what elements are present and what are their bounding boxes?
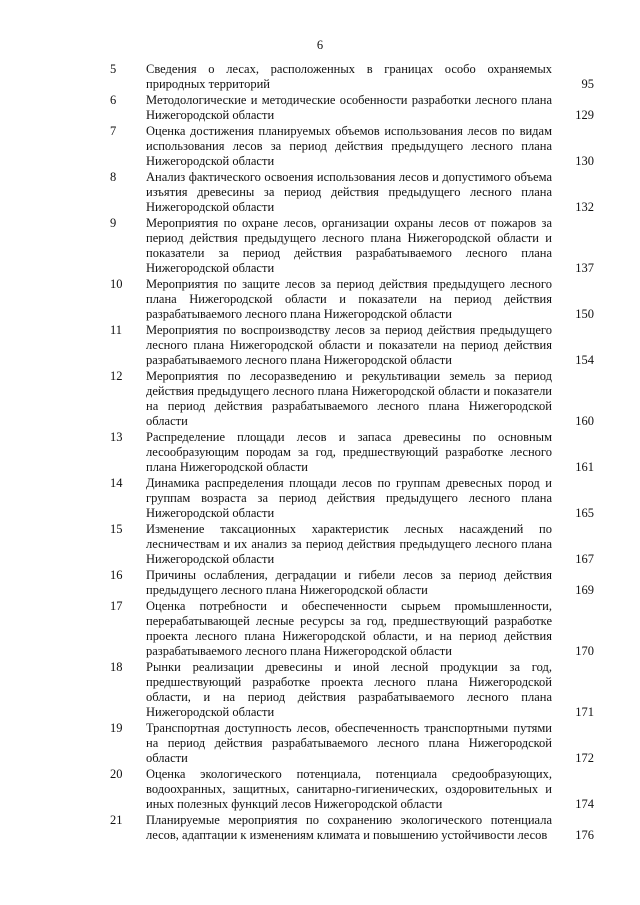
toc-entry [0, 62, 640, 92]
toc-entry-title: Оценка потребности и обеспеченности сырьем промышленности, перерабатывающей лесные ресурсы за год, предшествующий разработке проекта лесного плана Нижегородской области, и на период действия разрабатываемого лесного плана Нижегородской области [146, 599, 552, 658]
toc-entry-page: 172 [575, 751, 594, 765]
toc-entry-page: 154 [575, 353, 594, 367]
toc-entry [0, 476, 640, 521]
toc-entry [0, 277, 640, 322]
toc-entry-title: Изменение таксационных характеристик лесных насаждений по лесничествам и их анализ за период действия предыдущего лесного плана Нижегородской области [146, 522, 552, 566]
toc-entry-page: 132 [575, 200, 594, 214]
toc-entry-title: Причины ослабления, деградации и гибели лесов за период действия предыдущего лесного плана Нижегородской области [146, 568, 552, 597]
toc-entry-title: Оценка экологического потенциала, потенциала средообразующих, водоохранных, защитных, санитарно-гигиенических, оздоровительных и иных полезных функций лесов Нижегородской области [146, 767, 552, 811]
toc-entry-page: 95 [581, 77, 594, 91]
toc-entry-page: 167 [575, 552, 594, 566]
toc-entry-number: 15 [110, 522, 123, 536]
toc-entry-page: 137 [575, 261, 594, 275]
toc-entry-page: 161 [575, 460, 594, 474]
toc-entry-title: Рынки реализации древесины и иной лесной продукции за год, предшествующий разработке проекта лесного плана Нижегородской области, и на период действия разрабатываемого лесного плана Нижегородской области [146, 660, 552, 719]
toc-entry-title: Сведения о лесах, расположенных в границах особо охраняемых природных территорий [146, 62, 552, 91]
toc-entry [0, 568, 640, 598]
toc-entry-title: Планируемые мероприятия по сохранению экологического потенциала лесов, адаптации к изменениям климата и повышению устойчивости лесов [146, 813, 552, 842]
toc-entry-number: 17 [110, 599, 123, 613]
toc-entry [0, 599, 640, 659]
toc-entry [0, 767, 640, 812]
toc-entry [0, 369, 640, 429]
toc-entry-number: 19 [110, 721, 123, 735]
toc-entry-number: 9 [110, 216, 117, 230]
toc-entry-page: 160 [575, 414, 594, 428]
toc-entry-title: Оценка достижения планируемых объемов использования лесов по видам использования лесов за период действия предыдущего лесного плана Нижегородской области [146, 124, 552, 168]
toc-entry-page: 150 [575, 307, 594, 321]
toc-entry-number: 13 [110, 430, 123, 444]
toc-entry [0, 813, 640, 843]
toc-entry-page: 174 [575, 797, 594, 811]
toc-entry [0, 170, 640, 215]
toc-entry-number: 10 [110, 277, 123, 291]
toc-entry-page: 165 [575, 506, 594, 520]
toc-entry-number: 6 [110, 93, 117, 107]
toc-entry-page: 170 [575, 644, 594, 658]
toc-entry-page: 169 [575, 583, 594, 597]
toc-entry [0, 430, 640, 475]
toc-entry-number: 5 [110, 62, 117, 76]
toc-entry-title: Мероприятия по охране лесов, организации охраны лесов от пожаров за период действия предыдущего лесного плана Нижегородской области и показатели за период действия разрабатываемого лесного плана Нижегородской области [146, 216, 552, 275]
toc-entry-page: 171 [575, 705, 594, 719]
toc-entry [0, 522, 640, 567]
toc-entry-title: Транспортная доступность лесов, обеспеченность транспортными путями на период действия разрабатываемого лесного плана Нижегородской области [146, 721, 552, 765]
toc-entry-page: 130 [575, 154, 594, 168]
toc-entry-title: Мероприятия по защите лесов за период действия предыдущего лесного плана Нижегородской области и показатели на период действия разрабатываемого лесного плана Нижегородской области [146, 277, 552, 321]
toc-entry-title: Мероприятия по воспроизводству лесов за период действия предыдущего лесного плана Нижегородской области и показатели на период действия разрабатываемого лесного плана Нижегородской области [146, 323, 552, 367]
toc-entry-title: Распределение площади лесов и запаса древесины по основным лесообразующим породам за год, предшествующий разработке лесного плана Нижегородской области [146, 430, 552, 474]
toc-entry [0, 660, 640, 720]
toc-entry-title: Анализ фактического освоения использования лесов и допустимого объема изъятия древесины за период действия предыдущего лесного плана Нижегородской области [146, 170, 552, 214]
toc-entry-number: 21 [110, 813, 123, 827]
toc-entry-number: 7 [110, 124, 117, 138]
toc-entry-page: 176 [575, 828, 594, 842]
table-of-contents [0, 62, 640, 844]
toc-entry [0, 124, 640, 169]
toc-entry-number: 14 [110, 476, 123, 490]
toc-entry-number: 11 [110, 323, 123, 337]
toc-entry [0, 323, 640, 368]
page-number: 6 [316, 38, 324, 52]
toc-entry-number: 12 [110, 369, 123, 383]
toc-entry-number: 16 [110, 568, 123, 582]
toc-entry-title: Методологические и методические особенности разработки лесного плана Нижегородской области [146, 93, 552, 122]
toc-entry [0, 93, 640, 123]
toc-entry-title: Мероприятия по лесоразведению и рекультивации земель за период действия предыдущего лесного плана Нижегородской области и показатели на период действия разрабатываемого лесного плана Нижегородской области [146, 369, 552, 428]
toc-entry-number: 20 [110, 767, 123, 781]
toc-entry [0, 216, 640, 276]
toc-entry-title: Динамика распределения площади лесов по группам древесных пород и группам возраста за период действия предыдущего лесного плана Нижегородской области [146, 476, 552, 520]
toc-entry-number: 8 [110, 170, 117, 184]
toc-entry [0, 721, 640, 766]
toc-entry-number: 18 [110, 660, 123, 674]
toc-entry-page: 129 [575, 108, 594, 122]
